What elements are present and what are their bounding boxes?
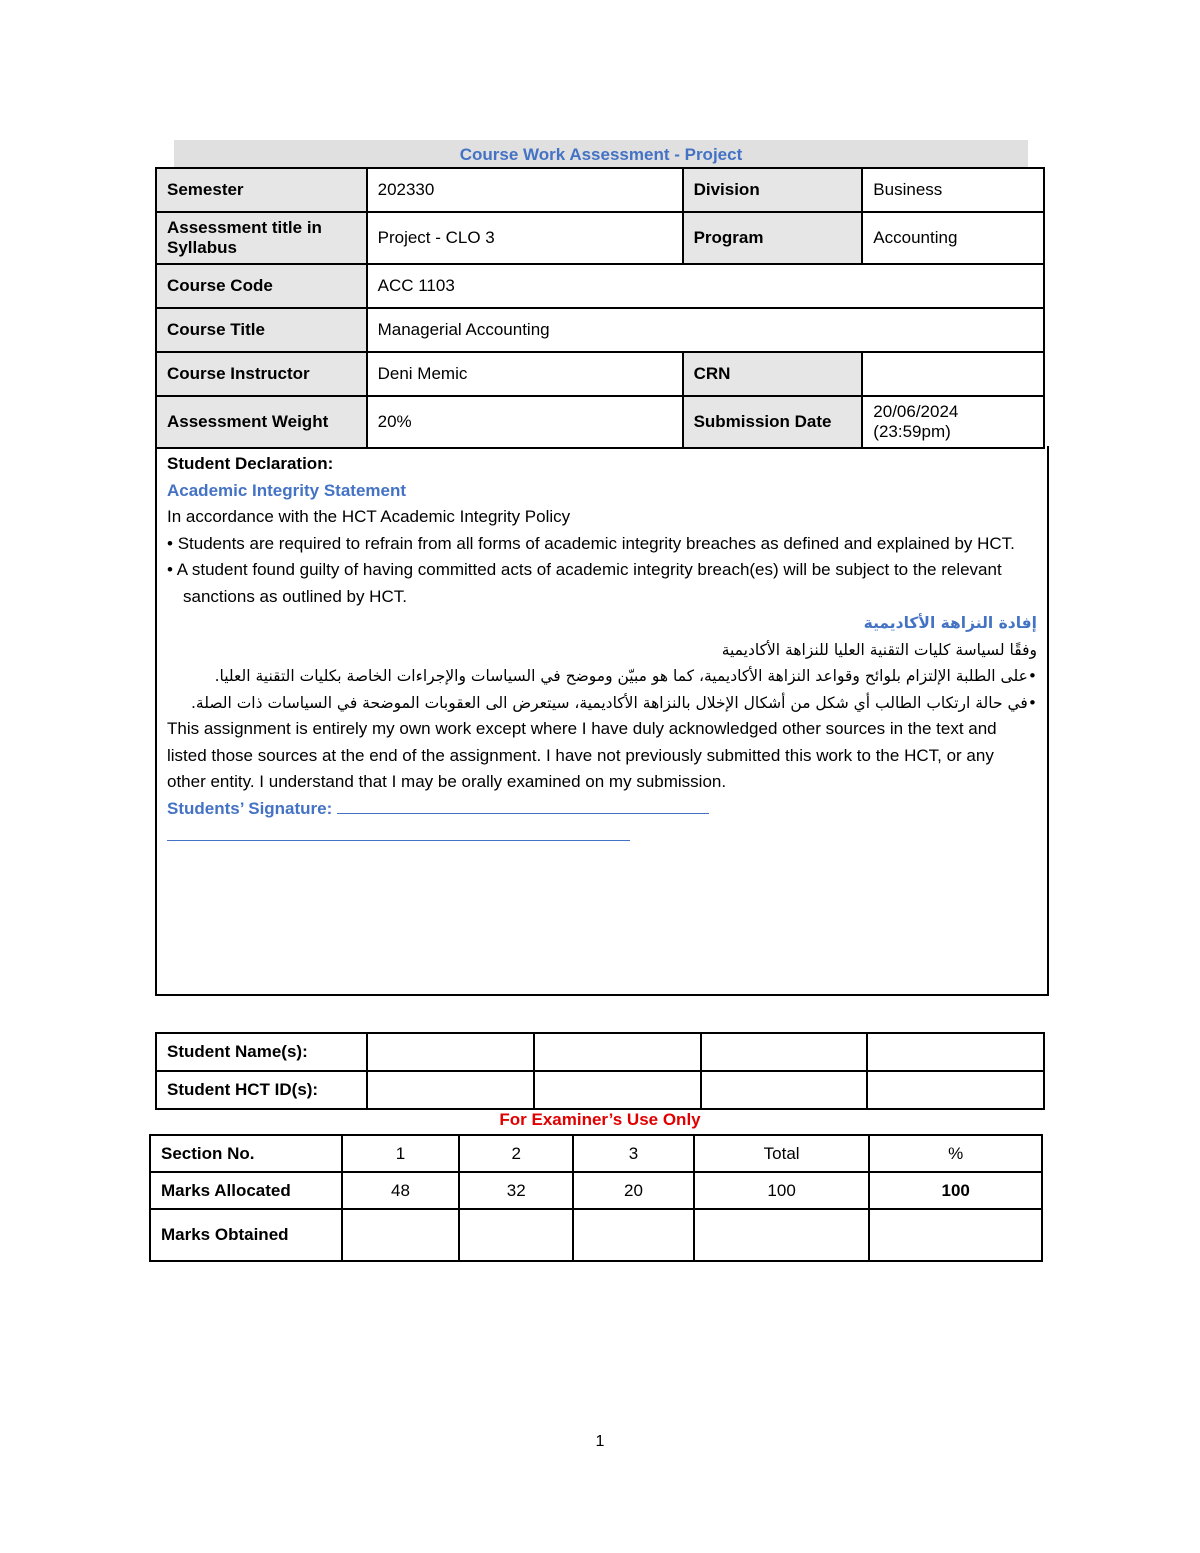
marks-obtained-label: Marks Obtained <box>150 1209 342 1261</box>
declaration-heading: Student Declaration: <box>167 454 334 473</box>
student-name-label: Student Name(s): <box>156 1033 367 1071</box>
course-code-label: Course Code <box>156 264 367 308</box>
program-value: Accounting <box>862 212 1044 264</box>
course-code-value: ACC 1103 <box>367 264 1044 308</box>
integrity-intro: In accordance with the HCT Academic Integrity Policy <box>167 507 571 526</box>
crn-label: CRN <box>683 352 863 396</box>
marks-table <box>149 1134 1043 1262</box>
student-id-cell[interactable] <box>701 1071 868 1109</box>
marks-allocated-total: 100 <box>694 1172 870 1209</box>
assessment-title-value: Project - CLO 3 <box>367 212 683 264</box>
marks-obtained-cell[interactable] <box>869 1209 1042 1261</box>
course-title-label: Course Title <box>156 308 367 352</box>
student-name-cell[interactable] <box>367 1033 535 1071</box>
marks-obtained-cell[interactable] <box>573 1209 694 1261</box>
total-header: Total <box>694 1135 870 1172</box>
marks-allocated-label: Marks Allocated <box>150 1172 342 1209</box>
marks-allocated-cell: 20 <box>573 1172 694 1209</box>
arabic-intro: وفقًا لسياسة كليات التقنية العليا للنزاهة الأكاديمية <box>721 640 1037 659</box>
course-info-table <box>155 167 1045 449</box>
student-id-label: Student HCT ID(s): <box>156 1071 367 1109</box>
marks-obtained-cell[interactable] <box>694 1209 870 1261</box>
marks-obtained-cell[interactable] <box>459 1209 573 1261</box>
student-id-cell[interactable] <box>367 1071 535 1109</box>
signature-row <box>167 796 1037 823</box>
integrity-bullet: • Students are required to refrain from all forms of academic integrity breaches as defined and explained by HCT. <box>167 533 1015 553</box>
section-header: 3 <box>573 1135 694 1172</box>
integrity-statement-title: Academic Integrity Statement <box>167 480 407 500</box>
program-label: Program <box>683 212 863 264</box>
assessment-header: Course Work Assessment - Project <box>174 140 1028 167</box>
semester-label: Semester <box>156 168 367 212</box>
marks-obtained-cell[interactable] <box>342 1209 460 1261</box>
student-name-cell[interactable] <box>701 1033 868 1071</box>
division-label: Division <box>683 168 863 212</box>
division-value: Business <box>862 168 1044 212</box>
arabic-integrity-title: إفادة النزاهة الأكاديمية <box>863 614 1037 632</box>
signature-line[interactable] <box>337 797 709 814</box>
crn-value <box>862 352 1044 396</box>
signature-label: Students’ Signature: <box>167 798 338 818</box>
percent-header: % <box>869 1135 1042 1172</box>
signature-line-2[interactable] <box>167 826 630 841</box>
instructor-value: Deni Memic <box>367 352 683 396</box>
student-table <box>155 1032 1045 1110</box>
student-id-cell[interactable] <box>534 1071 701 1109</box>
section-no-header: Section No. <box>150 1135 342 1172</box>
course-title-value: Managerial Accounting <box>367 308 1044 352</box>
arabic-bullet: •في حالة ارتكاب الطالب أي شكل من أشكال الإخلال بالنزاهة الأكاديمية، سيتعرض الى العقوبات الموضحة في السياسات ذات الصلة. <box>190 693 1037 712</box>
page-number: 1 <box>595 1433 605 1450</box>
marks-allocated-cell: 32 <box>459 1172 573 1209</box>
section-header: 1 <box>342 1135 460 1172</box>
weight-value: 20% <box>367 396 683 448</box>
submission-date: 20/06/2024 <box>873 402 959 421</box>
student-declaration <box>155 446 1049 996</box>
originality-statement: This assignment is entirely my own work except where I have duly acknowledged other sources in the text and listed those sources at the end of the assignment. I have not previously submitted this work to the HCT, or any other entity. I understand that I may be orally examined on my submission. <box>167 719 997 791</box>
student-name-cell[interactable] <box>867 1033 1044 1071</box>
marks-allocated-cell: 48 <box>342 1172 460 1209</box>
instructor-label: Course Instructor <box>156 352 367 396</box>
student-id-cell[interactable] <box>867 1071 1044 1109</box>
weight-label: Assessment Weight <box>156 396 367 448</box>
integrity-bullet: • A student found guilty of having committed acts of academic integrity breach(es) will be subject to the relevant sanctions as outlined by HCT. <box>167 560 1002 606</box>
assessment-title-label: Assessment title in Syllabus <box>156 212 367 264</box>
submission-date-label: Submission Date <box>683 396 863 448</box>
examiner-title: For Examiner’s Use Only <box>499 1110 701 1129</box>
submission-time: (23:59pm) <box>873 422 951 441</box>
section-header: 2 <box>459 1135 573 1172</box>
submission-date-value <box>862 396 1044 448</box>
semester-value: 202330 <box>367 168 683 212</box>
marks-allocated-percent: 100 <box>869 1172 1042 1209</box>
arabic-bullet: •على الطلبة الإلتزام بلوائح وقواعد النزاهة الأكاديمية، كما هو مبيّن وموضح في السياسات والإجراءات الخاصة بكليات التقنية العليا. <box>214 667 1037 685</box>
student-name-cell[interactable] <box>534 1033 701 1071</box>
